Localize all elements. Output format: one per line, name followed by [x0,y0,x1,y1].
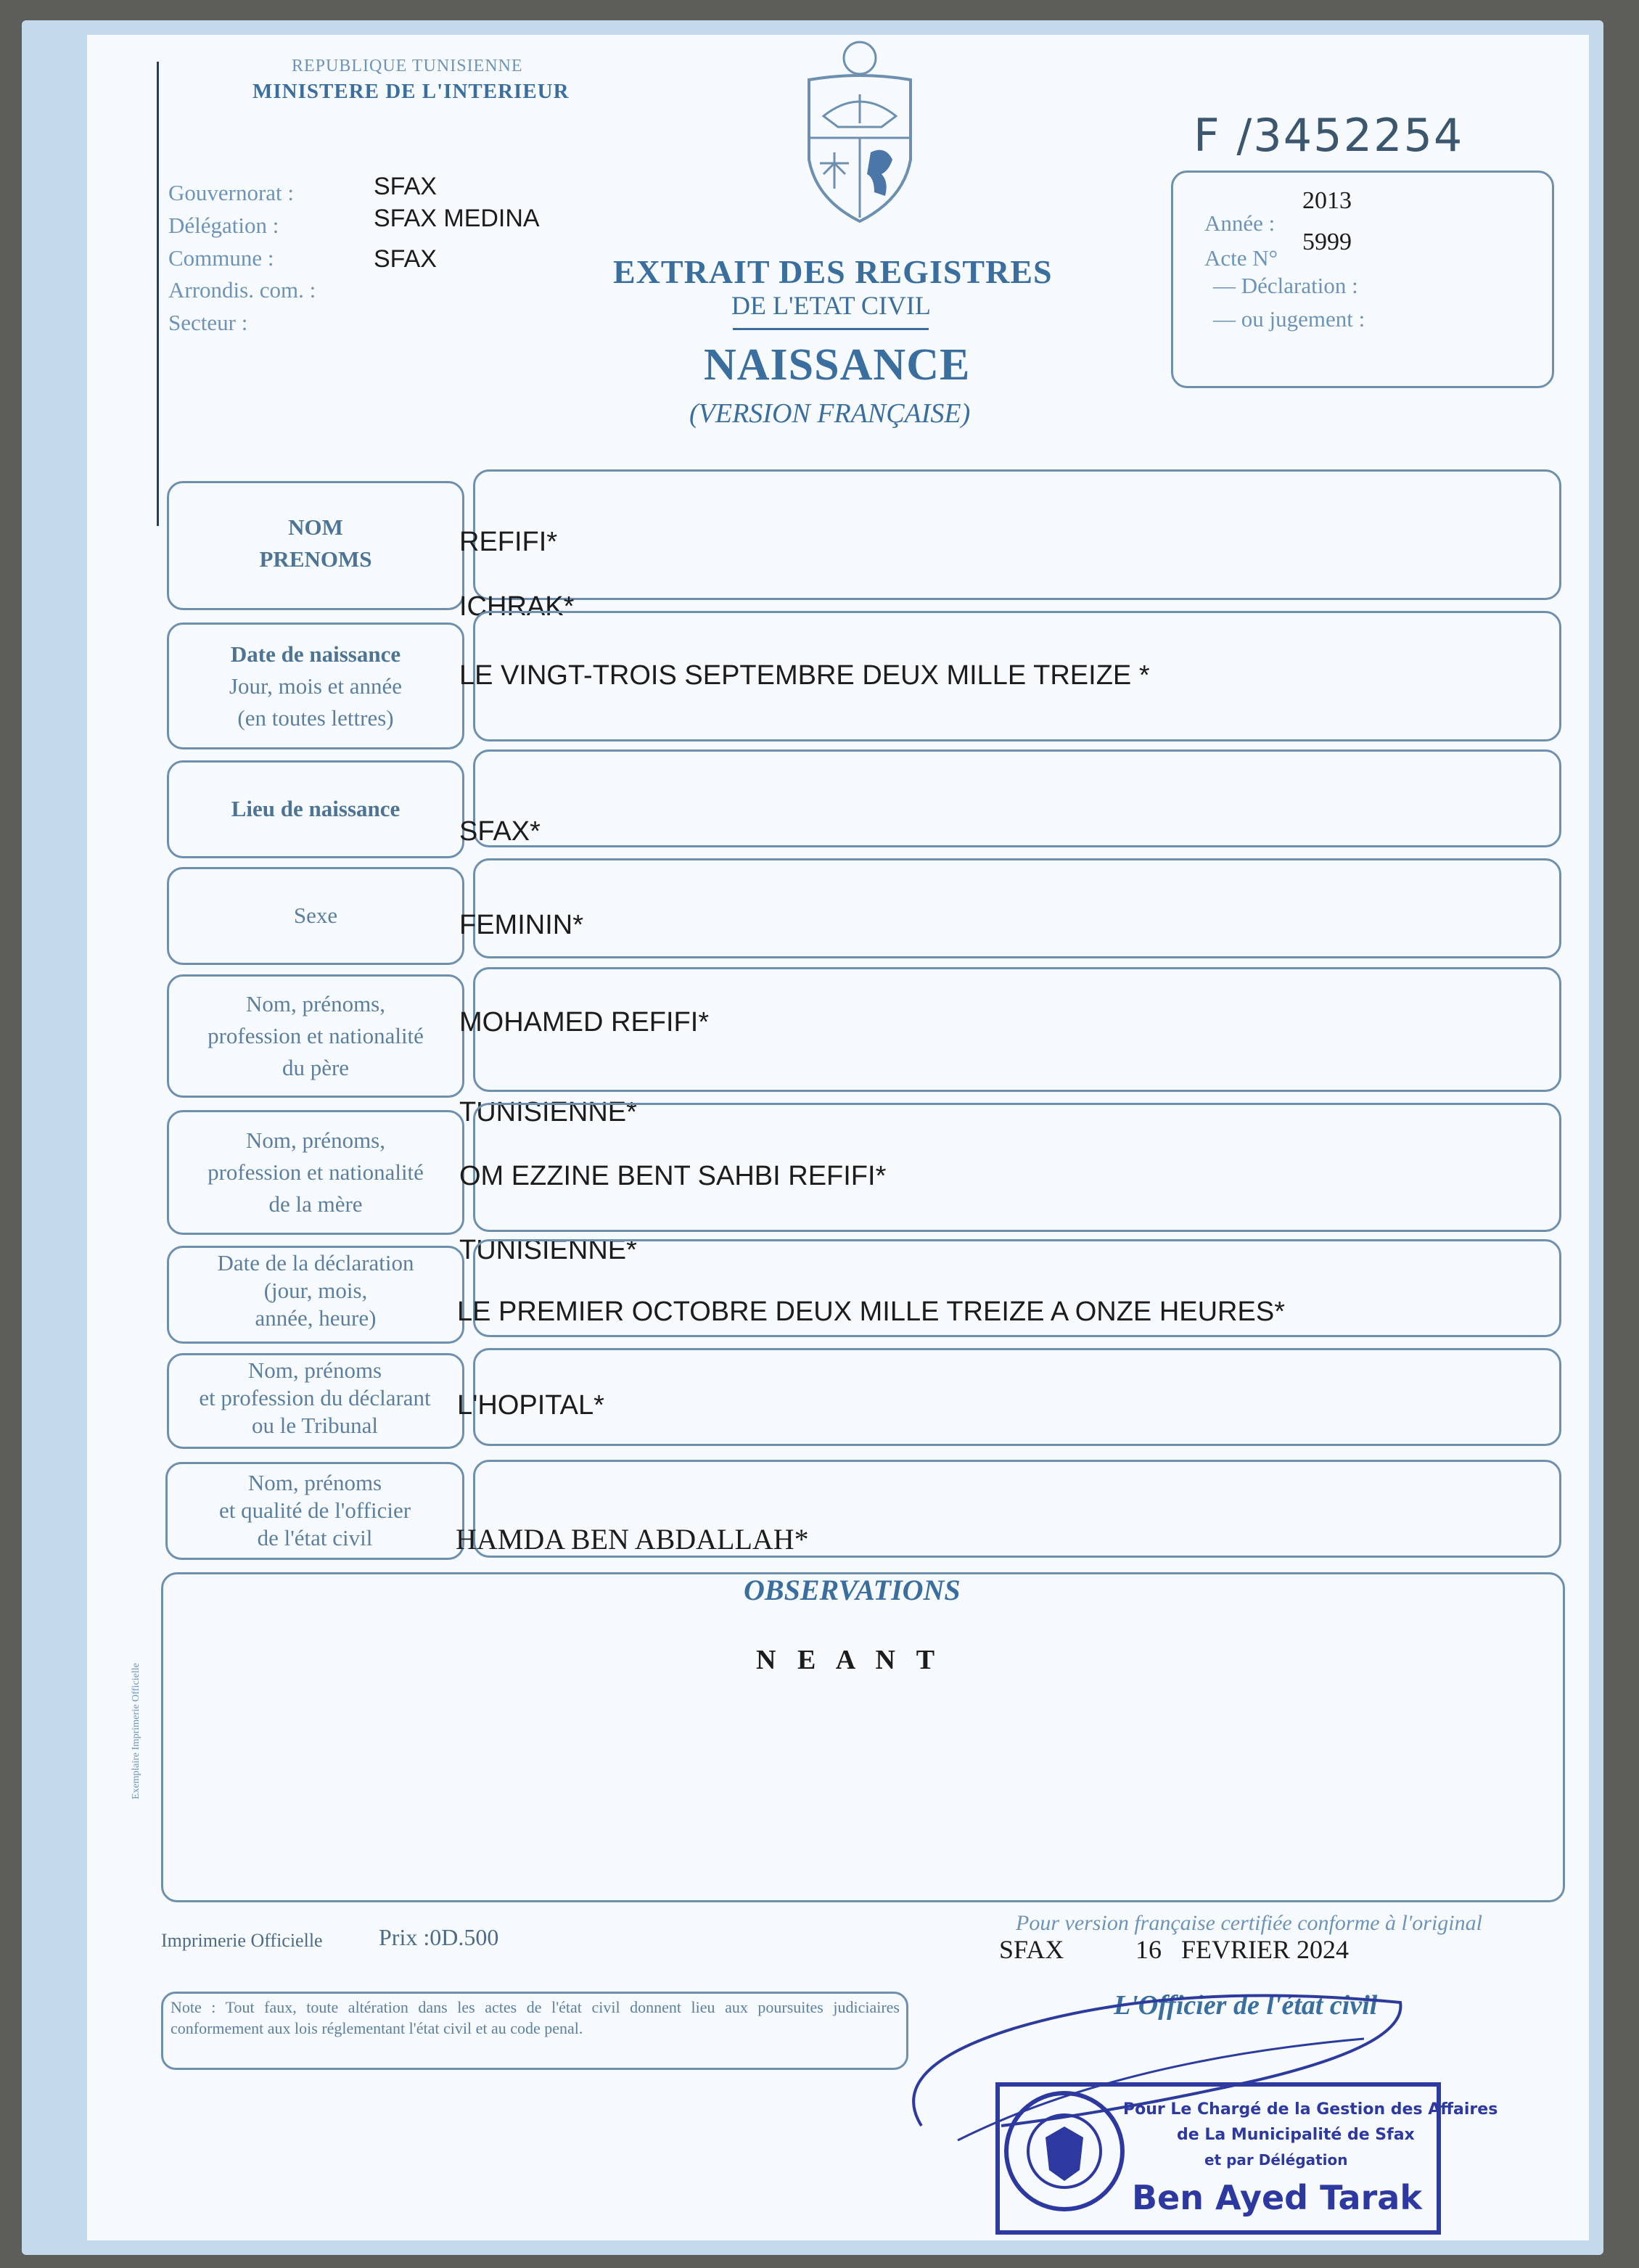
observations-box [161,1572,1565,1902]
declaration-date-label: Date de la déclaration (jour, mois, année, heure) [217,1250,414,1331]
commune-label: Commune : [168,245,274,271]
nom-value: REFIFI* [459,527,558,557]
observations-value: N E A N T [756,1645,942,1675]
officier-value: HAMDA BEN ABDALLAH* [456,1523,809,1556]
officer-title: L'Officier de l'état civil [1114,1990,1378,2021]
declarant-label: Nom, prénoms et profession du déclarant ou le Tribunal [199,1357,431,1438]
legal-note: Note : Tout faux, toute altération dans les actes de l'état civil donnent lieu aux poursuites judiciaires conformement aux lois réglementant l'état civil et au code penal. [171,1998,900,2037]
annee-value: 2013 [1302,187,1352,214]
annee-label: Année : [1204,210,1276,236]
place-value: SFAX [999,1935,1064,1964]
price-label: Prix :0D.500 [379,1924,499,1950]
delegation-label: Délégation : [168,213,279,238]
pere-nationalite: TUNISIENNE* [459,1097,637,1127]
stamp-signatory-name: Ben Ayed Tarak [1132,2178,1422,2217]
declaration-label: — Déclaration : [1213,273,1358,298]
municipal-seal-icon [1000,2087,1129,2216]
date-value-footer: 16 FEVRIER 2024 [1135,1935,1350,1964]
document-subtitle: DE L'ETAT CIVIL [731,291,931,320]
pere-label: Nom, prénoms, profession et nationalité du père [208,991,424,1080]
serial-number: F /3452254 [1194,109,1464,162]
stamp-line3: et par Délégation [1204,2151,1348,2169]
pere-value: MOHAMED REFIFI* [459,1007,710,1038]
gouvernorat-label: Gouvernorat : [168,180,295,205]
lieu-value-box [473,749,1561,847]
lieu-value: SFAX* [459,816,541,847]
mere-nationalite: TUNISIENNE* [459,1235,637,1265]
observations-title: OBSERVATIONS [744,1574,961,1606]
declaration-date-value: LE PREMIER OCTOBRE DEUX MILLE TREIZE A ONZE HEURES* [457,1297,1285,1327]
sexe-label: Sexe [293,903,338,928]
stamp-line2: de La Municipalité de Sfax [1177,2126,1415,2144]
arrondissement-label: Arrondis. com. : [168,277,316,303]
stamp-line1: Pour Le Chargé de la Gestion des Affaires [1123,2100,1498,2119]
jugement-label: — ou jugement : [1213,306,1365,332]
declarant-value: L'HOPITAL* [457,1390,604,1421]
document-title: EXTRAIT DES REGISTRES [613,253,1053,290]
side-note: Exemplaire Imprimerie Officielle [131,1663,141,1799]
nom-value-box [473,469,1561,600]
republic-label: REPUBLIQUE TUNISIENNE [292,57,523,75]
date-value: LE VINGT-TROIS SEPTEMBRE DEUX MILLE TREIZE * [459,660,1150,691]
title-rule [733,328,929,330]
date-label: Date de naissance Jour, mois et année (en toutes lettres) [229,641,403,731]
gouvernorat-value: SFAX [374,173,437,200]
mere-value: OM EZZINE BENT SAHBI REFIFI* [459,1161,887,1191]
delegation-value: SFAX MEDINA [374,205,540,232]
left-margin-line [157,62,159,526]
version-label: (VERSION FRANÇAISE) [689,398,971,429]
lieu-label: Lieu de naissance [231,796,400,821]
officier-label: Nom, prénoms et qualité de l'officier de l'état civil [218,1470,411,1550]
acte-value: 5999 [1302,229,1352,255]
commune-value: SFAX [374,245,437,273]
nom-label: NOM PRENOMS [259,514,372,572]
mere-label: Nom, prénoms, profession et nationalité de la mère [208,1127,424,1217]
ministry-label: MINISTERE DE L'INTERIEUR [252,80,570,103]
declarant-value-box [473,1348,1561,1446]
sexe-value-box [473,858,1561,958]
printer-label: Imprimerie Officielle [161,1930,323,1951]
prenom-value: ICHRAK* [459,591,575,622]
coat-of-arms-icon [794,36,925,229]
sexe-value: FEMININ* [459,910,583,940]
acte-label: Acte N° [1204,245,1278,271]
certified-label: Pour version française certifiée conforme à l'original [1016,1911,1482,1935]
secteur-label: Secteur : [168,310,248,335]
naissance-title: NAISSANCE [704,340,971,390]
